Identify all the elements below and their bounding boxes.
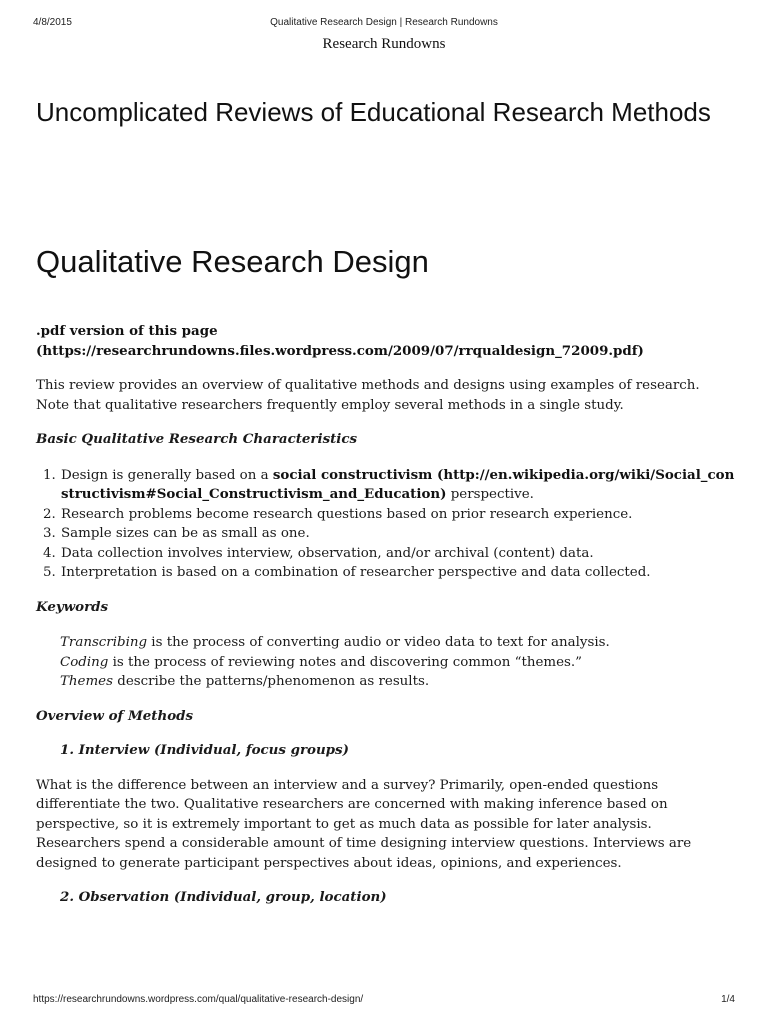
keyword-term: Transcribing xyxy=(60,635,148,650)
keyword-entry xyxy=(60,633,736,653)
characteristics-heading: Basic Qualitative Research Characteristics xyxy=(36,431,358,447)
print-document-title: Qualitative Research Design | Research Rundowns xyxy=(270,17,498,28)
list-item xyxy=(60,466,736,505)
page-title: Qualitative Research Design xyxy=(36,244,429,279)
list-item: 3. Sample sizes can be as small as one. xyxy=(60,524,736,544)
social-constructivism-link[interactable]: social constructivism (http://en.wikipedia.org/wiki/Social_constructivism#Social_Constructivism_and_Education) xyxy=(61,466,735,502)
list-item: 5. Interpretation is based on a combination of researcher perspective and data collected. xyxy=(60,563,736,583)
print-footer xyxy=(33,994,735,1008)
list-item: 4. Data collection involves interview, observation, and/or archival (content) data. xyxy=(60,544,736,564)
list-item-text: perspective. xyxy=(446,487,534,502)
pdf-link-label: .pdf version of this page xyxy=(36,323,218,339)
keywords-heading: Keywords xyxy=(36,598,109,615)
keyword-definition: is the process of reviewing notes and discovering common “themes.” xyxy=(108,654,582,670)
list-item: 2. Research problems become research questions based on prior research experience. xyxy=(60,505,736,525)
article-content xyxy=(36,322,736,908)
list-item-text: Design is generally based on a xyxy=(61,467,273,483)
interview-paragraph: What is the difference between an interview and a survey? Primarily, open-ended questions differentiate the two. Qualitative researchers are concerned with making inference based on perspective, so it is extremely important to get as much data as possible for later analysis. Researchers spend a considerable amount of time designing interview questions. Interviews are designed to generate participant perspectives about ideas, opinions, and experiences. xyxy=(36,777,692,871)
page-number: 1/4 xyxy=(721,994,735,1005)
pdf-version-link[interactable] xyxy=(36,322,736,361)
characteristics-list xyxy=(36,466,736,583)
methods-heading: Overview of Methods xyxy=(36,707,194,724)
print-header xyxy=(33,17,735,31)
site-tagline: Uncomplicated Reviews of Educational Research Methods xyxy=(36,97,711,127)
keyword-entry xyxy=(60,672,736,692)
keyword-definition: describe the patterns/phenomenon as results. xyxy=(112,674,430,689)
intro-paragraph: This review provides an overview of qualitative methods and designs using examples of research. Note that qualitative researchers frequently employ several methods in a single study. xyxy=(36,378,700,413)
site-name[interactable]: Research Rundowns xyxy=(322,36,446,52)
print-date: 4/8/2015 xyxy=(33,17,72,28)
interview-heading: 1. Interview (Individual, focus groups) xyxy=(60,742,349,758)
keyword-term: Coding xyxy=(60,654,109,670)
print-footer-url: https://researchrundowns.wordpress.com/qual/qualitative-research-design/ xyxy=(33,994,364,1005)
pdf-link-url: (https://researchrundowns.files.wordpress.com/2009/07/rrqualdesign_72009.pdf) xyxy=(36,342,644,359)
keyword-term: Themes xyxy=(60,674,113,689)
observation-heading: 2. Observation (Individual, group, location) xyxy=(60,889,387,905)
keywords-list xyxy=(60,633,736,692)
keyword-definition: is the process of converting audio or video data to text for analysis. xyxy=(147,635,610,650)
keyword-entry xyxy=(60,653,736,673)
